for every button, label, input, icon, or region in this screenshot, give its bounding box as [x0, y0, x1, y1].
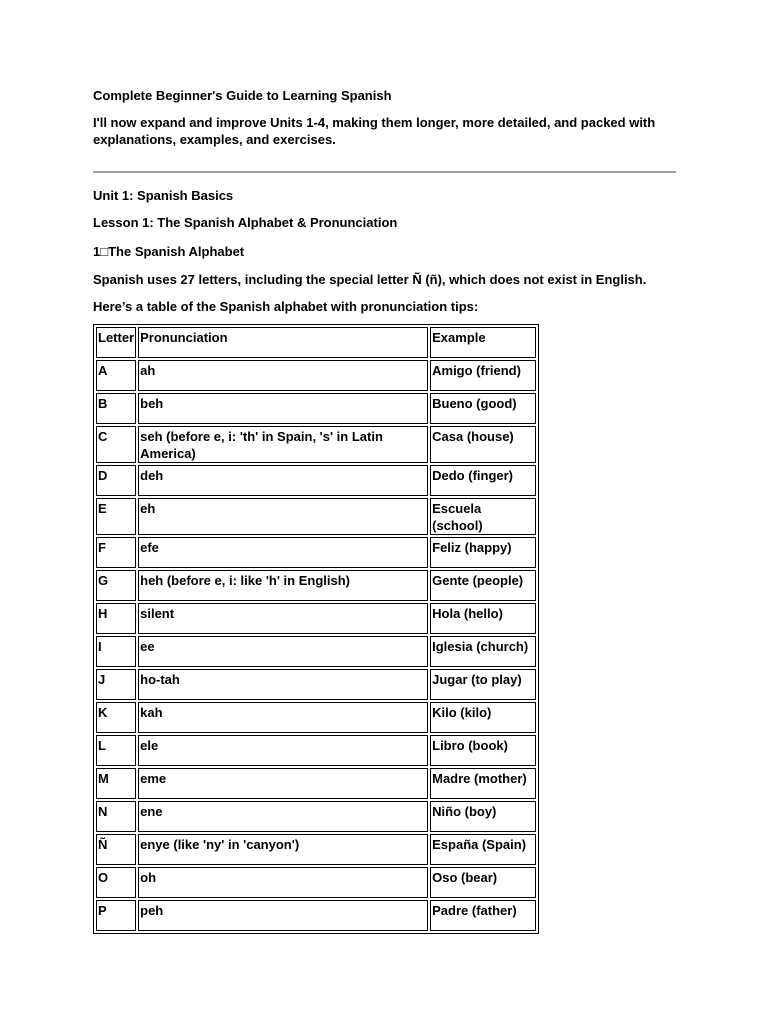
cell-pronunciation: enye (like 'ny' in 'canyon'): [138, 834, 428, 865]
intro-paragraph: I'll now expand and improve Units 1-4, making them longer, more detailed, and packed with explanations, examples, and exercises.: [93, 115, 656, 147]
section-heading: [93, 243, 244, 260]
cell-letter: I: [96, 636, 136, 667]
cell-pronunciation: deh: [138, 465, 428, 496]
cell-letter: J: [96, 669, 136, 700]
cell-letter: L: [96, 735, 136, 766]
section-title: The Spanish Alphabet: [108, 244, 245, 259]
table-row: [96, 768, 536, 799]
cell-pronunciation: oh: [138, 867, 428, 898]
cell-example: Dedo (finger): [430, 465, 536, 496]
cell-example: Hola (hello): [430, 603, 536, 634]
cell-example: Jugar (to play): [430, 669, 536, 700]
table-row: [96, 900, 536, 931]
table-row: [96, 426, 536, 463]
cell-pronunciation: ene: [138, 801, 428, 832]
table-row: [96, 498, 536, 535]
cell-example: Kilo (kilo): [430, 702, 536, 733]
header-example: Example: [430, 327, 536, 358]
table-intro: Here’s a table of the Spanish alphabet with pronunciation tips:: [93, 299, 479, 314]
cell-letter: F: [96, 537, 136, 568]
cell-example: Padre (father): [430, 900, 536, 931]
cell-letter: P: [96, 900, 136, 931]
alphabet-description: Spanish uses 27 letters, including the special letter Ñ (ñ), which does not exist in English.: [93, 272, 647, 287]
cell-pronunciation: peh: [138, 900, 428, 931]
cell-example: Amigo (friend): [430, 360, 536, 391]
cell-pronunciation: heh (before e, i: like 'h' in English): [138, 570, 428, 601]
cell-example: España (Spain): [430, 834, 536, 865]
cell-letter: D: [96, 465, 136, 496]
cell-example: Bueno (good): [430, 393, 536, 424]
cell-example: Oso (bear): [430, 867, 536, 898]
cell-letter: E: [96, 498, 136, 535]
cell-pronunciation: efe: [138, 537, 428, 568]
table-row: [96, 570, 536, 601]
table-row: [96, 603, 536, 634]
cell-pronunciation: ah: [138, 360, 428, 391]
table-row: [96, 735, 536, 766]
cell-letter: H: [96, 603, 136, 634]
table-row: [96, 801, 536, 832]
cell-pronunciation: ee: [138, 636, 428, 667]
header-pronunciation: Pronunciation: [138, 327, 428, 358]
section-number: 1: [93, 244, 101, 259]
cell-example: Madre (mother): [430, 768, 536, 799]
cell-letter: Ñ: [96, 834, 136, 865]
cell-letter: G: [96, 570, 136, 601]
header-letter: Letter: [96, 327, 136, 358]
cell-pronunciation: kah: [138, 702, 428, 733]
cell-example: Casa (house): [430, 426, 536, 463]
document-body: [93, 87, 676, 148]
unit-heading: Unit 1: Spanish Basics: [93, 188, 234, 203]
cell-example: Iglesia (church): [430, 636, 536, 667]
table-row: [96, 465, 536, 496]
cell-pronunciation: ho-tah: [138, 669, 428, 700]
table-row: [96, 636, 536, 667]
cell-example: Libro (book): [430, 735, 536, 766]
horizontal-divider: [93, 171, 676, 173]
cell-pronunciation: eme: [138, 768, 428, 799]
cell-pronunciation: eh: [138, 498, 428, 535]
cell-example: Escuela (school): [430, 498, 536, 535]
table-row: [96, 393, 536, 424]
cell-example: Gente (people): [430, 570, 536, 601]
cell-pronunciation: ele: [138, 735, 428, 766]
table-row: [96, 360, 536, 391]
cell-pronunciation: seh (before e, i: 'th' in Spain, 's' in Latin America): [138, 426, 428, 463]
cell-letter: N: [96, 801, 136, 832]
table-row: [96, 537, 536, 568]
table-row: [96, 669, 536, 700]
cell-pronunciation: silent: [138, 603, 428, 634]
cell-letter: K: [96, 702, 136, 733]
cell-letter: O: [96, 867, 136, 898]
missing-glyph-box-icon: □: [100, 244, 109, 259]
table-row: [96, 867, 536, 898]
cell-pronunciation: beh: [138, 393, 428, 424]
cell-letter: B: [96, 393, 136, 424]
cell-letter: C: [96, 426, 136, 463]
document-title: Complete Beginner's Guide to Learning Spanish: [93, 88, 392, 103]
table-header-row: [96, 327, 536, 358]
lesson-heading: Lesson 1: The Spanish Alphabet & Pronunciation: [93, 215, 398, 230]
cell-example: Feliz (happy): [430, 537, 536, 568]
table-row: [96, 702, 536, 733]
cell-letter: M: [96, 768, 136, 799]
cell-letter: A: [96, 360, 136, 391]
alphabet-table: [93, 324, 539, 934]
cell-example: Niño (boy): [430, 801, 536, 832]
alphabet-table-body: [96, 327, 536, 931]
table-row: [96, 834, 536, 865]
